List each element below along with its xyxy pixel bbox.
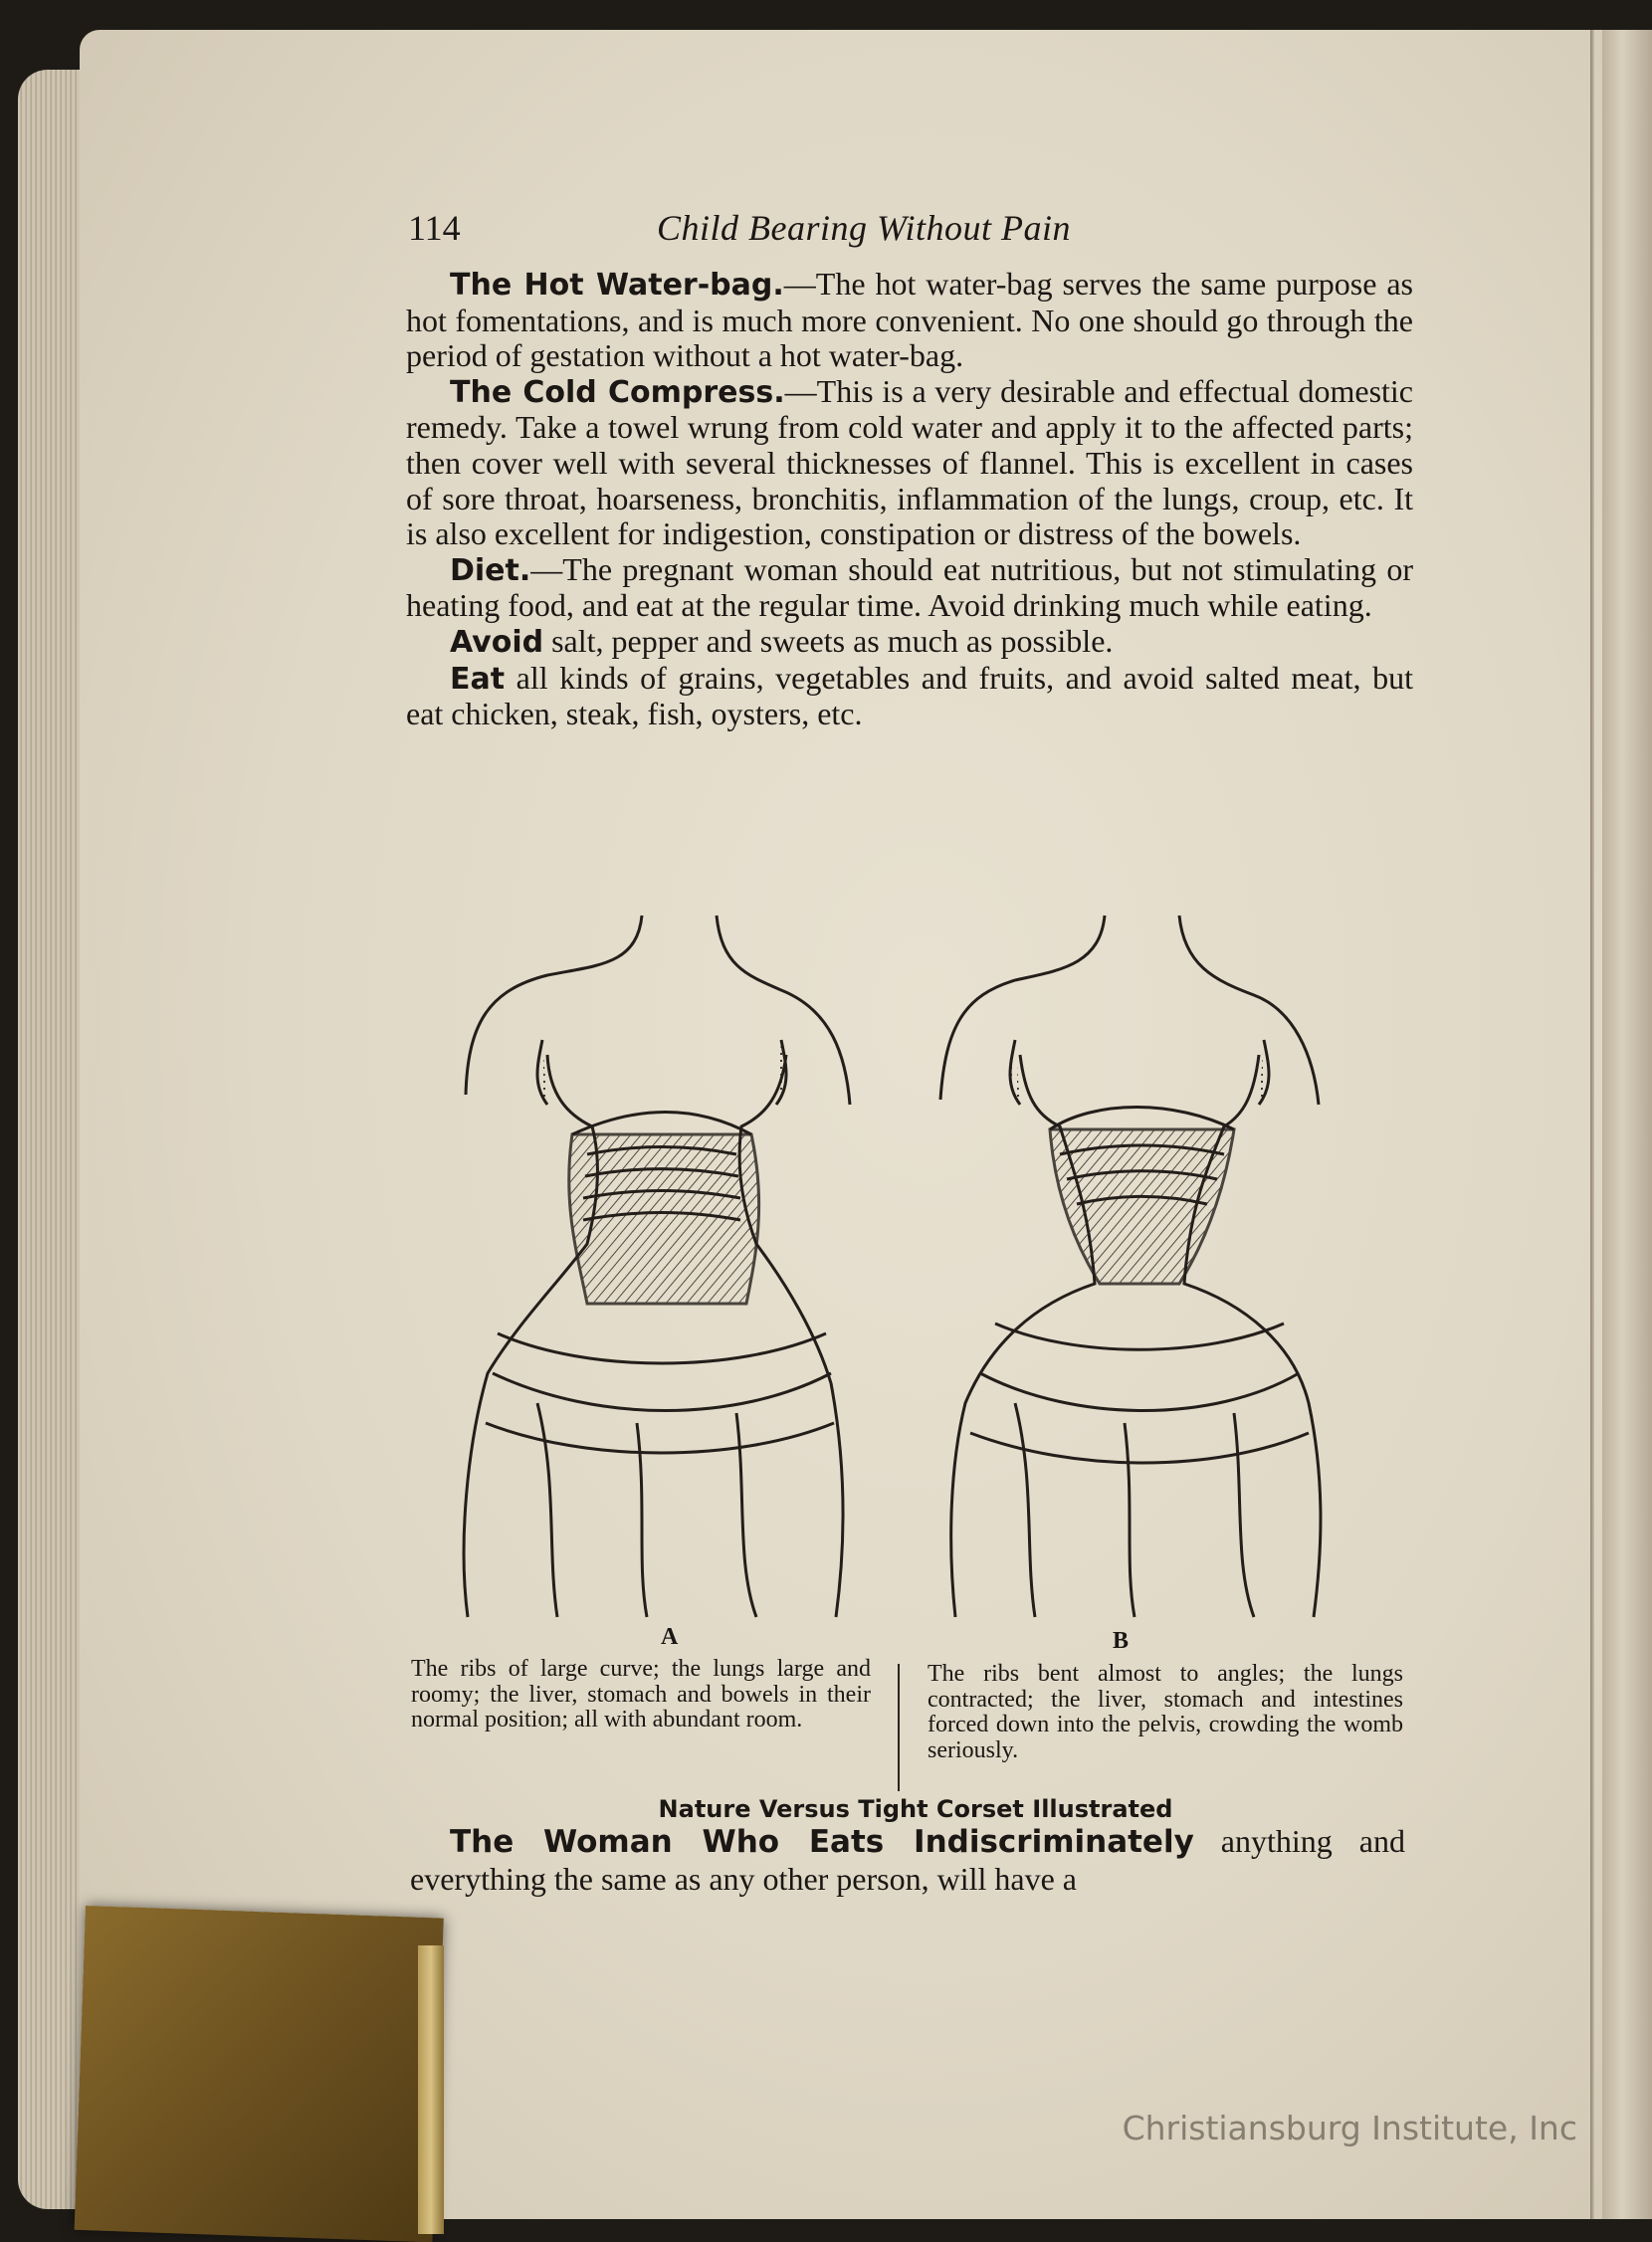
caption-divider: [898, 1664, 900, 1791]
run-in-heading: Avoid: [450, 624, 544, 660]
figure-label-b: B: [1113, 1628, 1130, 1654]
running-title: Child Bearing Without Pain: [657, 208, 1071, 248]
page-header: [408, 207, 1164, 257]
watermark: Christiansburg Institute, Inc: [1122, 2109, 1577, 2147]
paragraph-text: —The hot water-bag serves the same purpose as hot fomentations, and is much more convenient. No one should go through the period of gestation without a hot water-bag.: [406, 266, 1414, 374]
page-gutter: [1590, 30, 1594, 2219]
paragraph-text: —This is a very desirable and effectual domestic remedy. Take a towel wrung from cold water and apply it to the affected parts; then cover well with several thicknesses of flannel. This is excellent in cases of sore throat, hoarseness, bronchitis, inflammation of the lungs, croup, etc. It is also excellent for indigestion, constipation or distress of the bowels.: [406, 372, 1414, 552]
paragraph-text: —The pregnant woman should eat nutritious, but not stimulating or heating food, and eat at the regular time. Avoid drinking much while eating.: [406, 550, 1413, 624]
paragraph-text: anything and everything the same as any other person, will have a: [410, 1823, 1405, 1897]
paragraph-hot-water-bag: [406, 267, 1413, 374]
closing-paragraph: [410, 1823, 1405, 1898]
paragraph-eat: [406, 661, 1413, 732]
body-text: [406, 267, 1413, 732]
bookmark-edge: [418, 1945, 444, 2234]
facing-page-edge: [1602, 30, 1652, 2219]
figure-b-tight-corset: [940, 916, 1321, 1617]
figure-a-natural: [464, 916, 850, 1617]
figure-label-a: A: [661, 1624, 679, 1650]
run-in-heading: The Woman Who Eats Indiscriminately: [450, 1824, 1194, 1860]
paragraph-text: all kinds of grains, vegetables and fruits, and avoid salted meat, but eat chicken, steak, fish, oysters, etc.: [406, 659, 1413, 732]
run-in-heading: Diet.: [450, 552, 531, 588]
page-number: 114: [408, 208, 461, 248]
caption-a: The ribs of large curve; the lungs large and roomy; the liver, stomach and bowels in their normal position; all with abundant room.: [411, 1656, 871, 1732]
corset-illustration: [438, 906, 1353, 1622]
run-in-heading: Eat: [450, 661, 506, 697]
run-in-heading: The Cold Compress.: [450, 374, 785, 410]
run-in-heading: The Hot Water-bag.: [450, 268, 784, 303]
paragraph-text: salt, pepper and sweets as much as possible.: [543, 622, 1114, 659]
paragraph-diet: [406, 552, 1413, 624]
figure-title: Nature Versus Tight Corset Illustrated: [658, 1795, 1173, 1823]
caption-b: The ribs bent almost to angles; the lungs contracted; the liver, stomach and intestines forced down into the pelvis, crowding the womb seriously.: [928, 1661, 1403, 1763]
bookmark-card: [75, 1906, 444, 2242]
paragraph-cold-compress: [406, 374, 1413, 552]
paragraph-avoid: [406, 624, 1413, 661]
